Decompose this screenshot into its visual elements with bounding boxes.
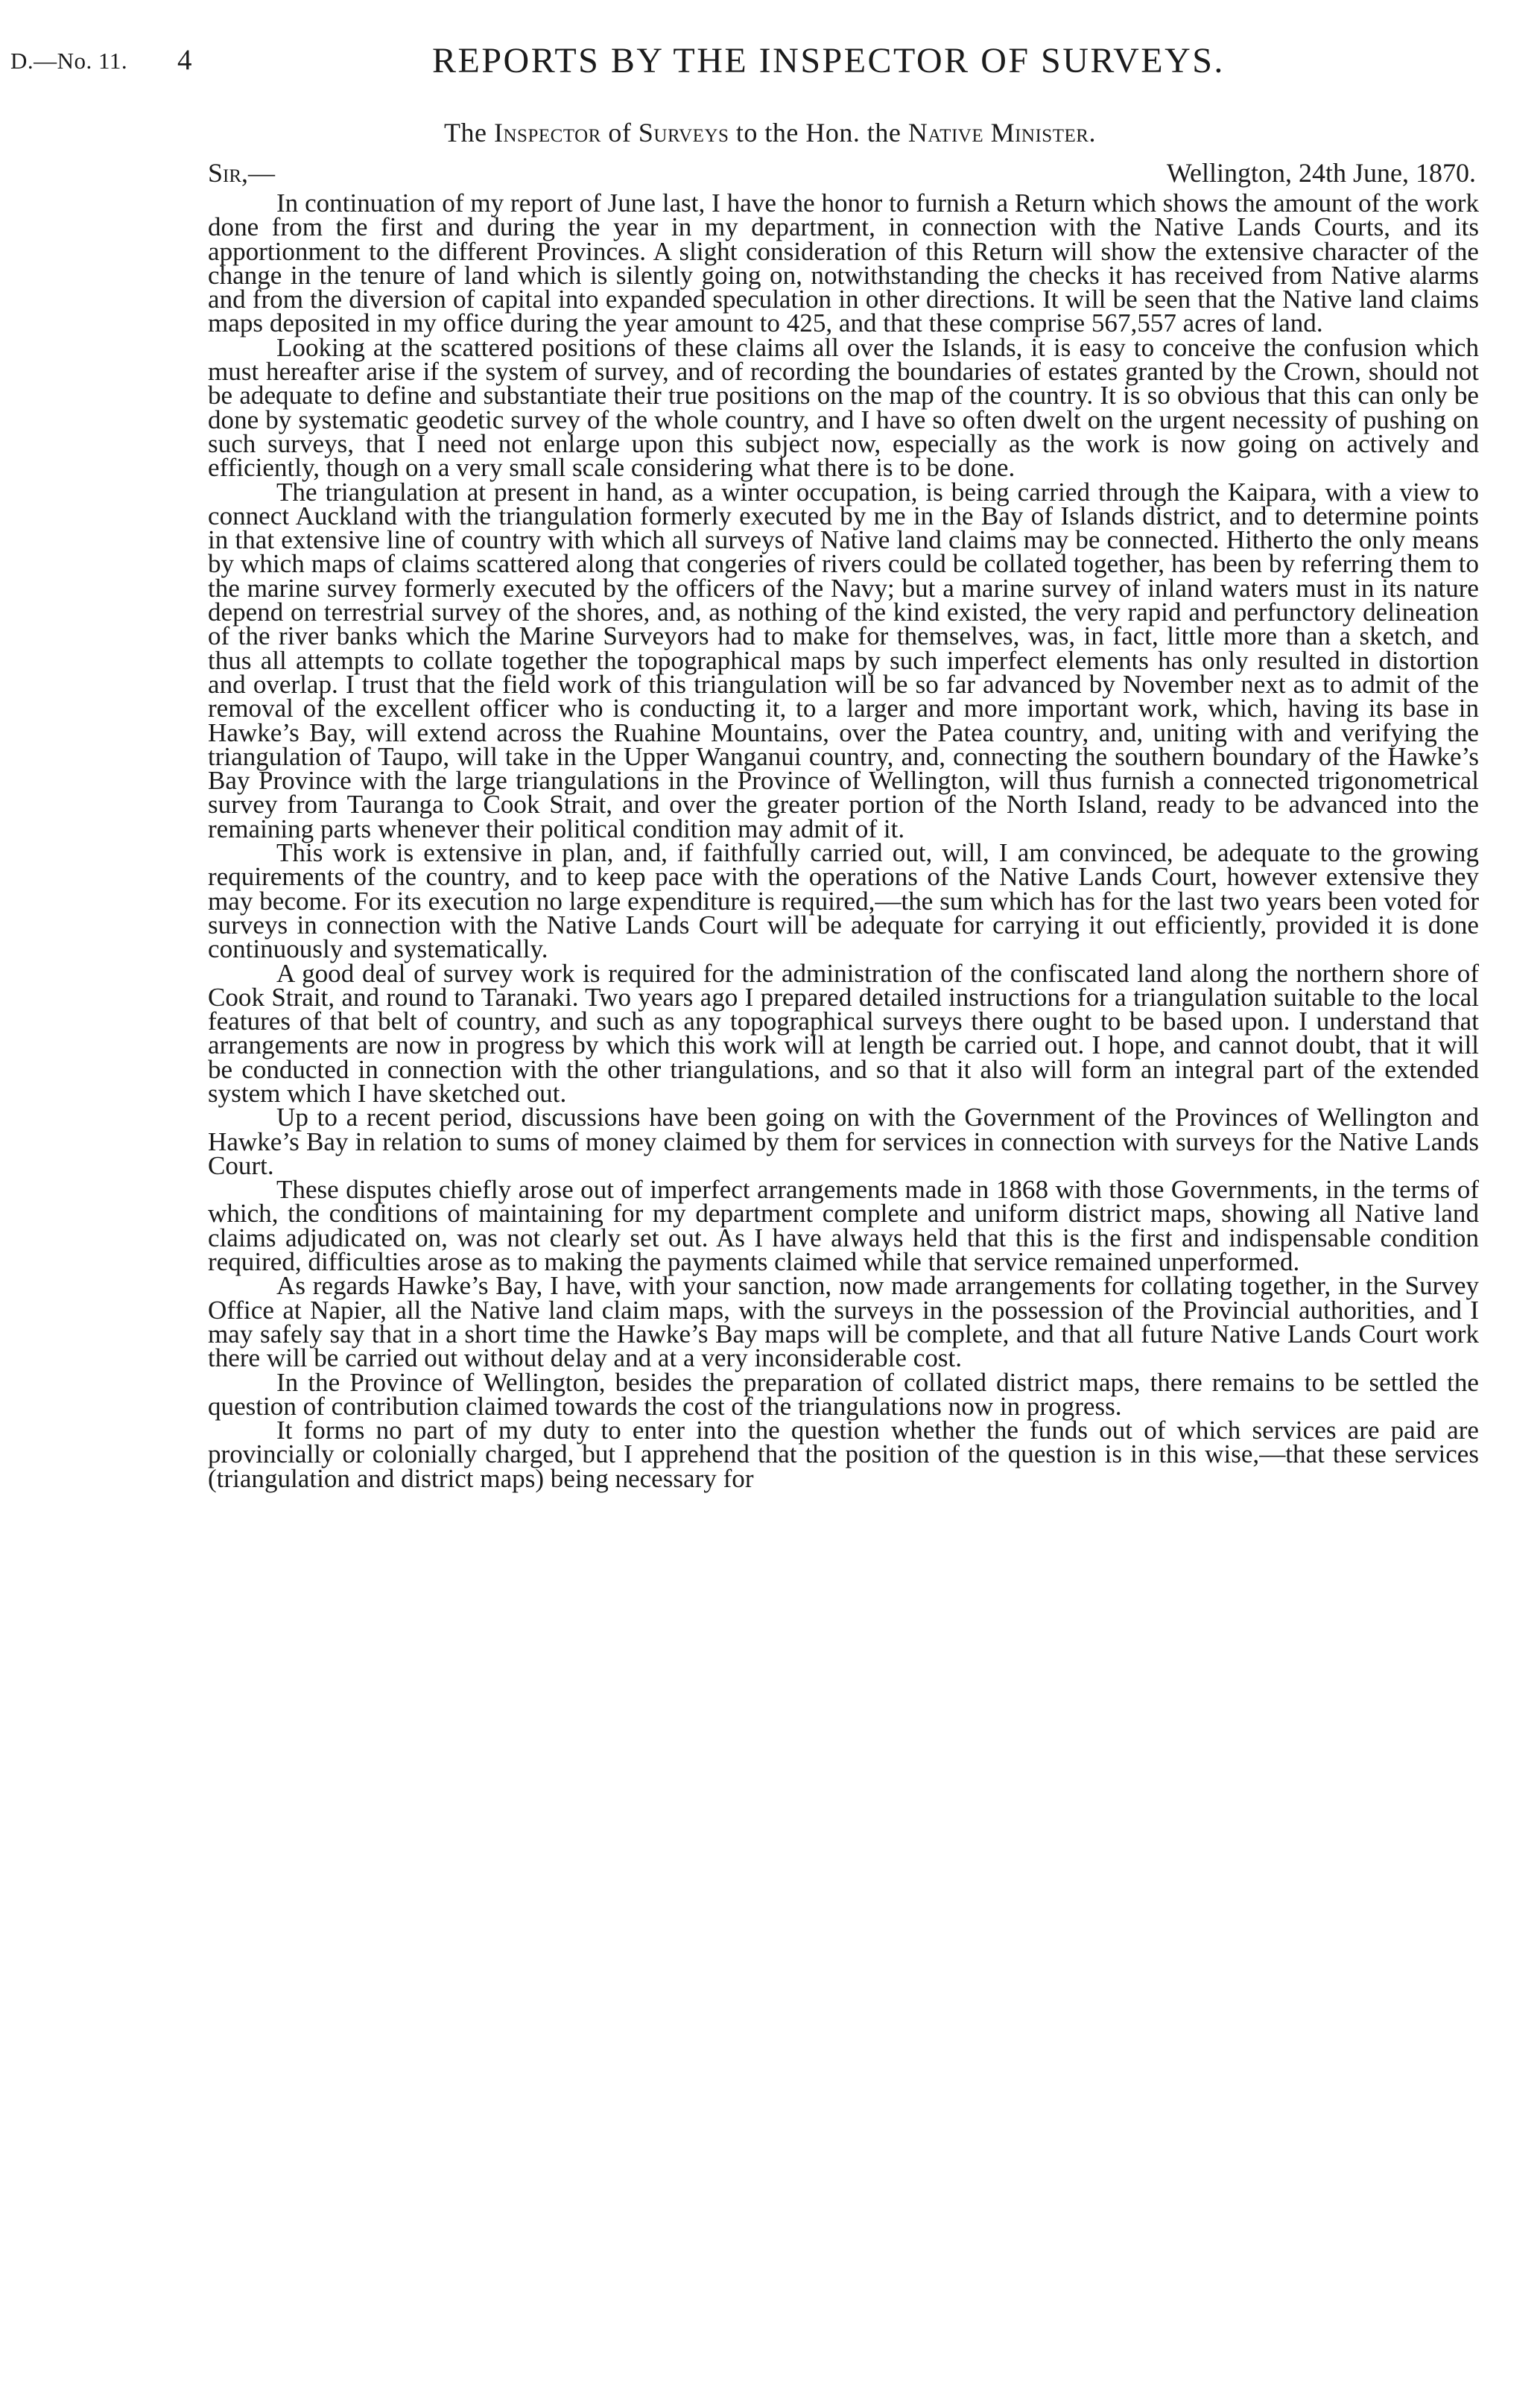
letter-heading-part: The — [444, 118, 495, 148]
paragraph-5: A good deal of survey work is required for the administration of the confiscated land along the northern shore of Cook Strait, and round to Taranaki. Two years ago I prepared detailed instructions for a triangulation suitable to the local features of that belt of country, and such as any topographical surveys there ought to be based upon. I understand that arrangements are now in progress by which this work will at length be carried out. I hope, and cannot doubt, that it will be conducted in connection with the other triangulations, and so that it also will form an integral part of the extended system which I have sketched out. — [208, 958, 1479, 1108]
paragraph-8: As regards Hawke’s Bay, I have, with your sanction, now made arrangements for collating together, in the Survey Office at Napier, all the Native land claim maps, with the surveys in the possession of the Provincial authorities, and I may safely say that in a short time the Hawke’s Bay maps will be complete, and that all future Native Lands Court work there will be carried out without delay and at a very inconsiderable cost. — [208, 1271, 1479, 1373]
letter-heading — [0, 117, 1540, 148]
salutation: Sir,— — [208, 158, 276, 188]
paragraph-7: These disputes chiefly arose out of imperfect arrangements made in 1868 with those Governments, in the terms of which, the conditions of maintaining for my department complete and uniform district maps, showing all Native land claims adjudicated on, was not clearly set out. As I have always held that this is the first and indispensable condition required, difficulties arose as to making the payments claimed while that service remained unperformed. — [208, 1175, 1479, 1277]
paragraph-2: Looking at the scattered positions of these claims all over the Islands, it is easy to conceive the confusion which must hereafter arise if the system of survey, and of recording the boundaries of estates granted by the Crown, should not be adequate to define and substantiate their true positions on the map of the country. It is so obvious that this can only be done by systematic geodetic survey of the whole country, and I have so often dwelt on the urgent necessity of pushing on such surveys, that I need not enlarge upon this subject now, especially as the work is now going on actively and efficiently, though on a very small scale considering what there is to be done. — [208, 332, 1479, 483]
paragraph-4: This work is extensive in plan, and, if faithfully carried out, will, I am convinced, be adequate to the growing requirements of the country, and to keep pace with the operations of the Native Lands Court, however extensive they may become. For its execution no large expenditure is required,—the sum which has for the last two years been voted for surveys in connection with the Native Lands Court will be adequate for carrying it out efficiently, provided it is done continuously and systematically. — [208, 838, 1479, 964]
report-title: REPORTS BY THE INSPECTOR OF SURVEYS. — [432, 41, 1225, 80]
paragraph-3: The triangulation at present in hand, as a winter occupation, is being carried through the Kaipara, with a view to connect Auckland with the triangulation formerly executed by me in the Bay of Islands district, and to determine points in that extensive line of country with which all surveys of Native land claims may be connected. Hitherto the only means by which maps of claims scattered along that congeries of rivers could be collated together, has been by referring them to the marine survey formerly executed by the officers of the Navy; but a marine survey of inland waters must in its nature depend on terrestrial survey of the shores, and, as nothing of the kind existed, the very rapid and perfunctory delineation of the river banks which the Marine Surveyors had to make for themselves, was, in fact, little more than a sketch, and thus all attempts to collate together the topographical maps by such imperfect elements has only resulted in distortion and overlap. I trust that the field work of this triangulation will be so far advanced by November next as to admit of the removal of the excellent officer who is conducting it, to a larger and more important work, which, having its base in Hawke’s Bay, will extend across the Ruahine Mountains, over the Patea country, and, uniting with and verifying the triangulation of Taupo, will take in the Upper Wanganui country, and, connecting the southern boundary of the Hawke’s Bay Province with the large triangulations in the Province of Wellington, will thus furnish a connected trigonometrical survey from Tauranga to Cook Strait, and over the greater portion of the North Island, ready to be advanced into the remaining parts whenever their political condition may admit of it. — [208, 477, 1479, 843]
letter-heading-part: . — [1089, 118, 1096, 148]
place-and-date: Wellington, 24th June, 1870. — [1166, 158, 1476, 188]
document-reference: D.—No. 11. — [10, 48, 128, 74]
letter-heading-surveys: Surveys — [638, 118, 729, 148]
letter-heading-part: to the Hon. the — [729, 118, 908, 148]
paragraph-6: Up to a recent period, discussions have been going on with the Government of the Provinces of Wellington and Hawke’s Bay in relation to sums of money claimed by them for services in connection with surveys for the Native Lands Court. — [208, 1103, 1479, 1180]
letter-heading-native-minister: Native Minister — [907, 118, 1089, 148]
paragraph-9: In the Province of Wellington, besides the preparation of collated district maps, there remains to be settled the question of contribution claimed towards the cost of the triangulations now in progress. — [208, 1367, 1479, 1421]
letter-heading-inspector: Inspector — [494, 118, 601, 148]
page-number: 4 — [177, 44, 192, 76]
letter-heading-part: of — [601, 118, 639, 148]
paragraph-1: In continuation of my report of June last, I have the honor to furnish a Return which shows the amount of the work done from the first and during the year in my department, in connection with the Native Lands Courts, and its apportionment to the different Provinces. A slight consideration of this Return will show the extensive character of the change in the tenure of land which is silently going on, notwithstanding the checks it has received from Native alarms and from the diversion of capital into expanded speculation in other directions. It will be seen that the Native land claims maps deposited in my office during the year amount to 425, and that these comprise 567,557 acres of land. — [208, 188, 1479, 338]
letter-body — [208, 188, 1479, 1493]
running-header — [0, 36, 1540, 88]
salutation-line — [208, 157, 1476, 190]
paragraph-10: It forms no part of my duty to enter into the question whether the funds out of which services are paid are provincially or colonially charged, but I apprehend that the position of the question is in this wise,—that these services (triangulation and district maps) being necessary for — [208, 1416, 1479, 1493]
